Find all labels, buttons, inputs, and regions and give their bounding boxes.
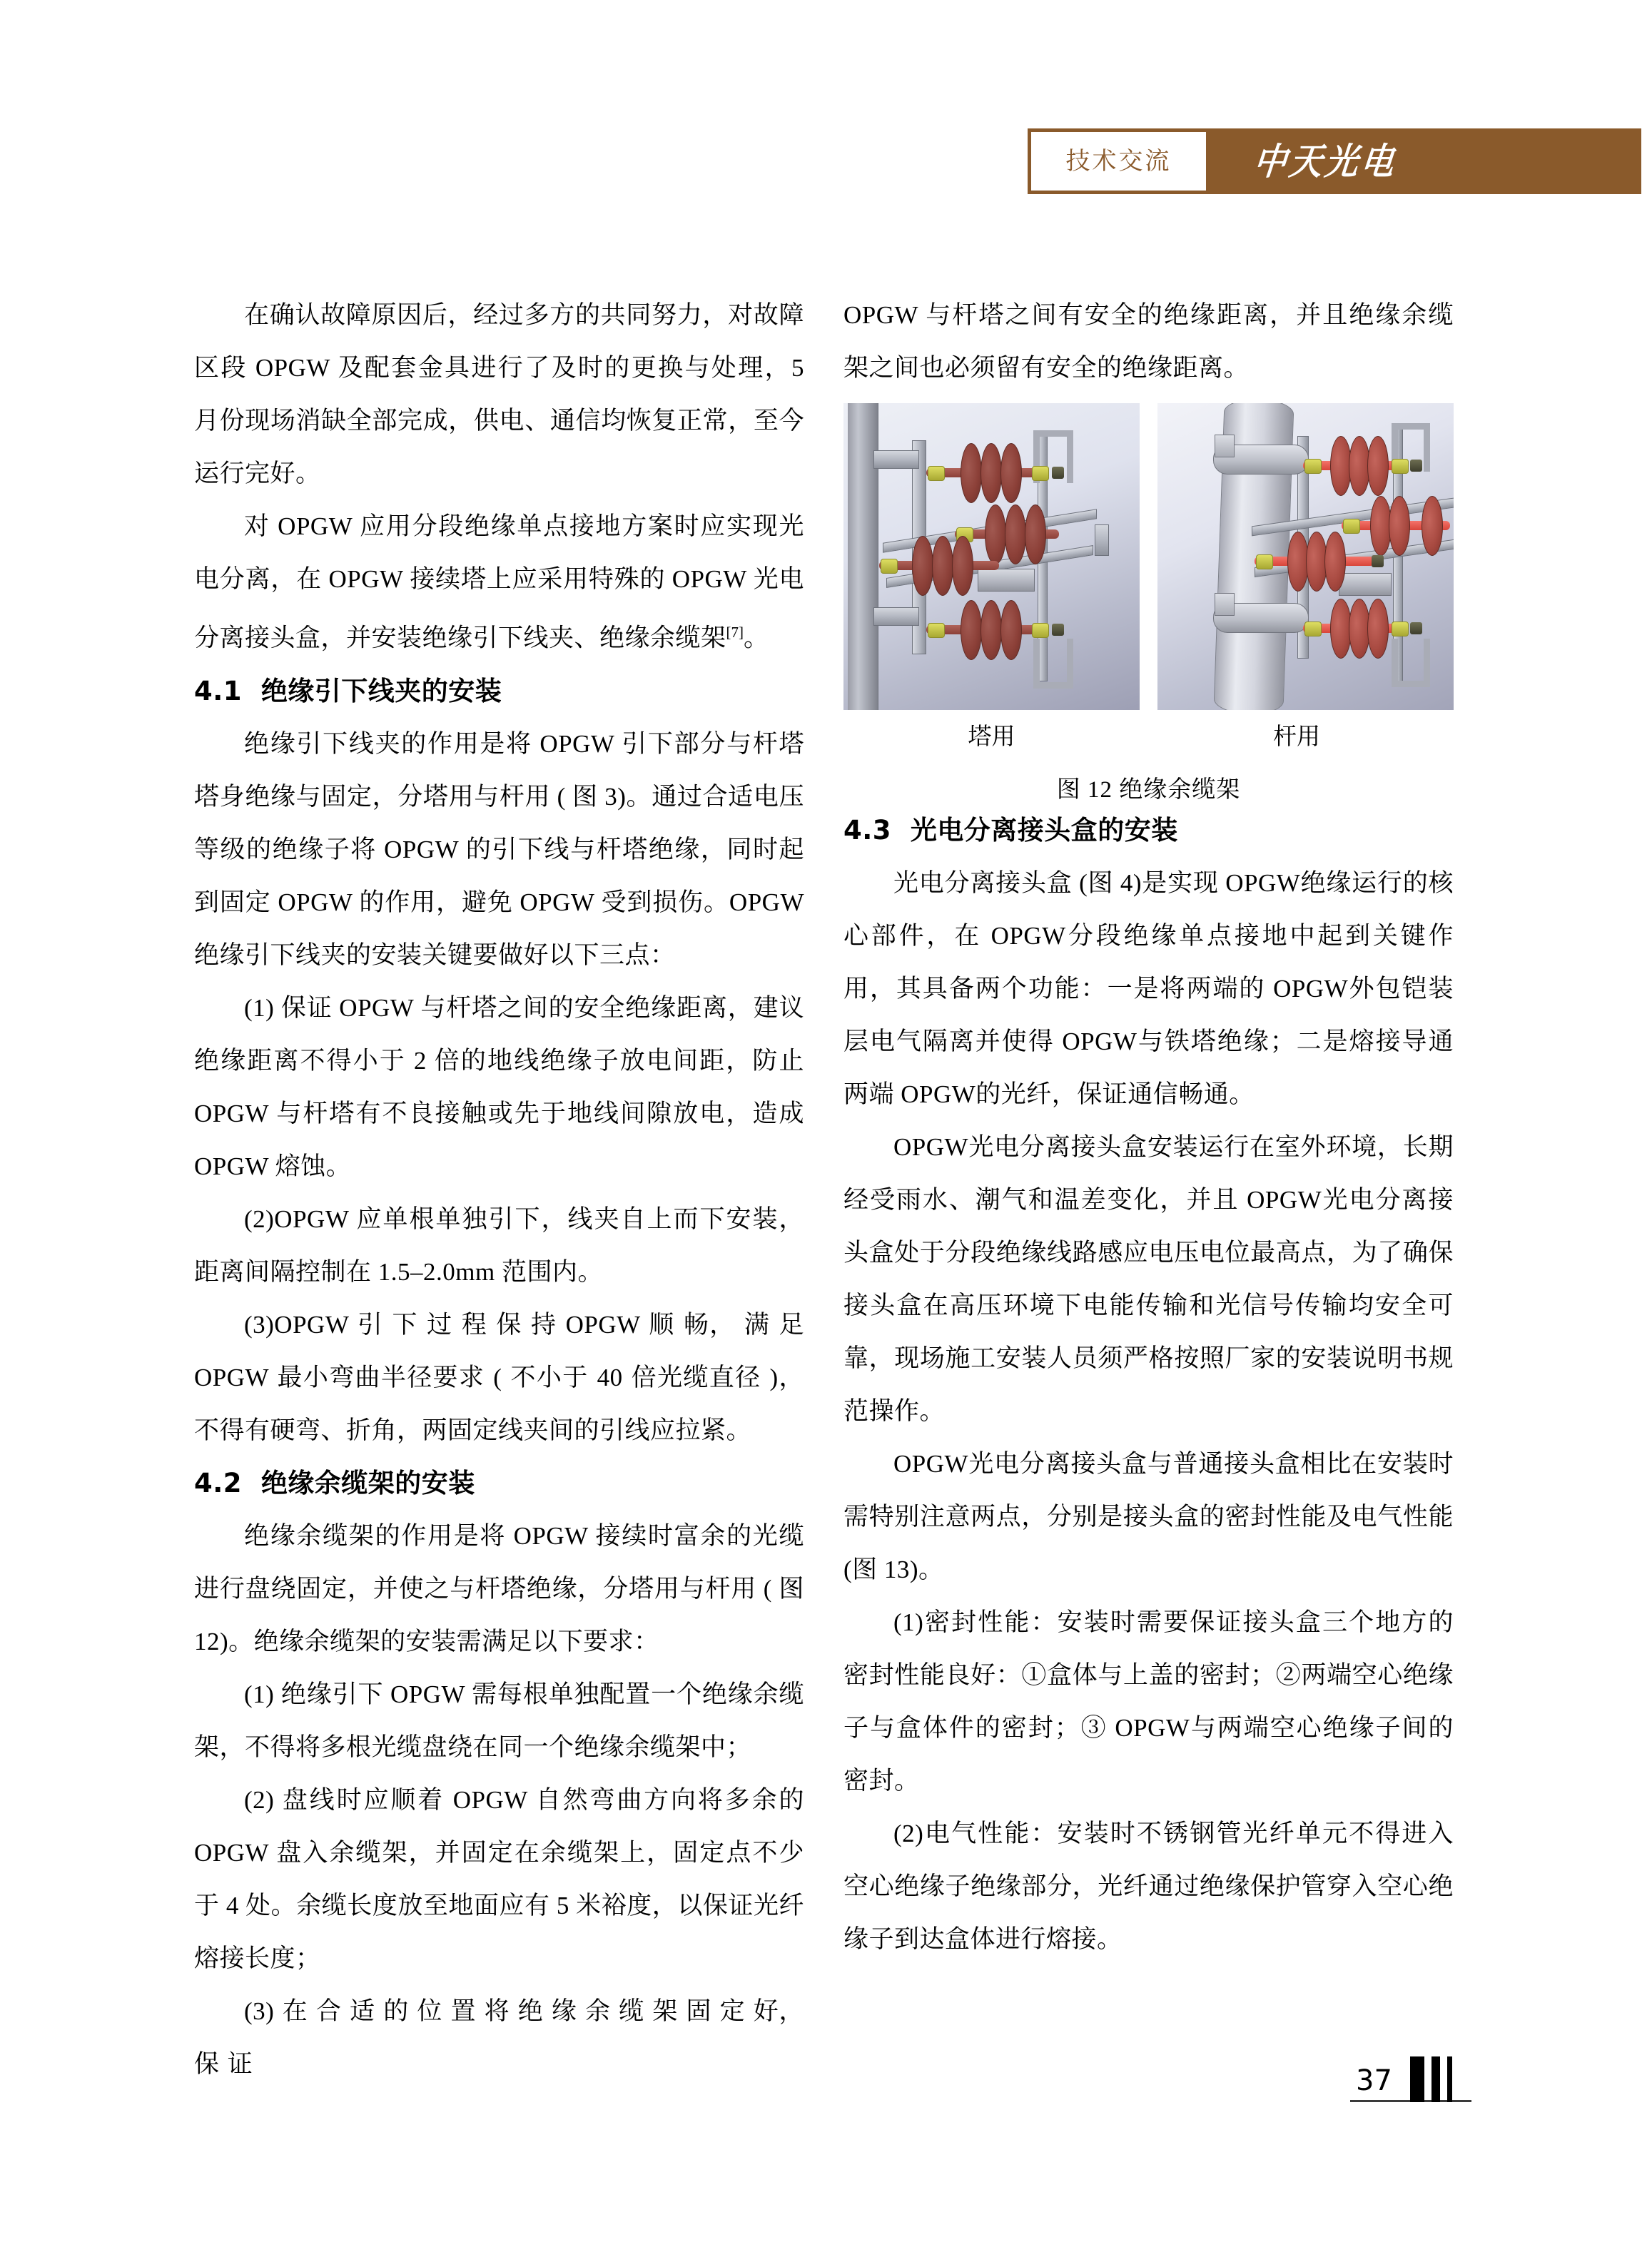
header-brand-bar [1210, 128, 1641, 194]
rack-box-shape [1339, 573, 1392, 596]
page-footer [1350, 2045, 1471, 2102]
insulator-ferrule [1032, 623, 1049, 638]
pole-clamp-lug [1215, 593, 1235, 616]
insulator-nut [1410, 460, 1422, 472]
insulator-string-mid-upper [1342, 514, 1450, 536]
figure-12 [843, 403, 1454, 804]
footer-bar-thin [1447, 2056, 1452, 2102]
paragraph-4-1-intro: 绝缘引下线夹的作用是将 OPGW 引下部分与杆塔塔身绝缘与固定，分塔用与杆用 ( 图 3)。通过合适电压等级的绝缘子将 OPGW 的引下线与杆塔绝缘，同时起到固定 OPGW 的作用，避免 OPGW 受到损伤。OPGW 绝缘引下线夹的安装关键要做好以下三点： [194, 729, 805, 969]
insulator-ferrule [1392, 459, 1409, 474]
u-bracket-bottom-shape [1033, 639, 1073, 689]
insulator-disc [1000, 600, 1022, 660]
right-column [843, 289, 1454, 1966]
insulator-ferrule [1343, 519, 1360, 534]
insulator-nut [1052, 624, 1064, 636]
insulator-ferrule [928, 623, 945, 638]
list-item-4-2-3: (3) 在 合 适 的 位 置 将 绝 缘 余 缆 架 固 定 好， 保 证 [194, 1997, 804, 2078]
heading-4-3-number: 4.3 [843, 815, 892, 846]
figure-12-caption: 图 12 绝缘余缆架 [1056, 777, 1241, 803]
top-arm-shape [873, 450, 919, 469]
insulator-ferrule [1032, 466, 1049, 481]
paragraph-4-3-2: OPGW光电分离接头盒安装运行在室外环境，长期经受雨水、潮气和温差变化，并且 OPGW光电分离接头盒处于分段绝缘线路感应电压电位最高点，为了确保接头盒在高压环境下电能传输和光信号传输均安全可靠，现场施工安装人员须严格按照厂家的安装说明书规范操作。 [843, 1133, 1454, 1425]
bottom-arm-shape [873, 607, 919, 626]
insulator-disc [961, 600, 982, 660]
insulator-string-mid-lower [1255, 550, 1374, 572]
list-item-4-2-1: (1) 绝缘引下 OPGW 需每根单独配置一个绝缘余缆架，不得将多根光缆盘绕在同一个绝缘余缆架中； [194, 1680, 804, 1761]
insulator-disc [1000, 443, 1022, 503]
insulator-string-bottom [926, 619, 1049, 640]
figure-12-sub-captions [843, 726, 1454, 749]
tower-post-shape [848, 403, 878, 710]
figure-12-image-tower [843, 403, 1140, 710]
paragraph-4-3-1: 光电分离接头盒 (图 4)是实现 OPGW绝缘运行的核心部件，在 OPGW分段绝缘单点接地中起到关键作用，其具备两个功能：一是将两端的 OPGW外包铠装层电气隔离并使得 OPGW与铁塔绝缘；二是熔接导通两端 OPGW的光纤，保证通信畅通。 [843, 869, 1454, 1108]
left-column [194, 289, 804, 2091]
heading-4-1-number: 4.1 [194, 675, 243, 706]
list-item-4-1-1: (1) 保证 OPGW 与杆塔之间的安全绝缘距离，建议绝缘距离不得小于 2 倍的地线绝缘子放电间距，防止 OPGW 与杆塔有不良接触或先于地线间隙放电，造成 OPGW 熔蚀。 [194, 993, 804, 1180]
insulator-disc [912, 536, 933, 596]
page-number: 37 [1356, 2064, 1392, 2097]
heading-4-2-number: 4.2 [194, 1467, 243, 1498]
insulator-disc [980, 600, 1002, 660]
header-section-tag-label: 技术交流 [1065, 147, 1172, 176]
heading-4-1-title: 绝缘引下线夹的安装 [260, 675, 502, 706]
insulator-string-mid-upper [955, 523, 1059, 544]
insulator-disc [1005, 504, 1026, 564]
figure-12-caption-tower: 塔用 [968, 724, 1015, 750]
reference-marker-7: [7] [726, 624, 744, 641]
insulator-ferrule [928, 466, 945, 481]
insulator-string-top [1303, 455, 1409, 476]
u-bracket-bottom-shape [1392, 639, 1430, 687]
insulator-disc [980, 443, 1002, 503]
insulator-nut [1372, 555, 1384, 567]
insulator-string-bottom [1303, 617, 1409, 639]
insulator-disc [932, 536, 953, 596]
insulator-ferrule [1304, 459, 1322, 474]
insulator-ferrule [1392, 622, 1409, 636]
paragraph-intro-2-text: 对 OPGW 应用分段绝缘单点接地方案时应实现光电分离，在 OPGW 接续塔上应采用特殊的 OPGW 光电分离接头盒，并安装绝缘引下线夹、绝缘余缆架 [194, 512, 804, 652]
insulator-string-top [926, 462, 1049, 483]
insulator-disc [1389, 496, 1410, 556]
insulator-disc [1025, 504, 1046, 564]
heading-section-4-2 [194, 1457, 804, 1510]
insulator-string-mid-lower [879, 554, 999, 576]
list-item-4-2-2: (2) 盘线时应顺着 OPGW 自然弯曲方向将多余的 OPGW 盘入余缆架，并固定在余缆架上，固定点不少于 4 处。余缆长度放至地面应有 5 米裕度，以保证光纤熔接长度； [194, 1785, 804, 1972]
figure-12-caption-pole: 杆用 [1273, 724, 1320, 750]
list-item-4-1-2: (2)OPGW 应单根单独引下，线夹自上而下安装，距离间隔控制在 1.5–2.0mm 范围内。 [194, 1204, 804, 1286]
figure-12-images [843, 403, 1454, 710]
pole-clamp-lug [1215, 435, 1235, 457]
paragraph-intro-2 [194, 500, 804, 665]
insulator-disc [1367, 599, 1389, 659]
header-brand-label: 中天光电 [1251, 139, 1399, 183]
paragraph-continuation: OPGW 与杆塔之间有安全的绝缘距离，并且绝缘余缆架之间也必须留有安全的绝缘距离。 [843, 301, 1454, 382]
heading-section-4-3 [843, 804, 1454, 857]
paragraph-intro-2-tail: 。 [744, 624, 769, 652]
paragraph-4-3-3: OPGW光电分离接头盒与普通接头盒相比在安装时需特别注意两点，分别是接头盒的密封性能及电气性能 (图 13)。 [843, 1450, 1454, 1583]
insulator-disc [1324, 532, 1346, 592]
list-item-4-3-2: (2)电气性能：安装时不锈钢管光纤单元不得进入空心绝缘子绝缘部分，光纤通过绝缘保护管穿入空心绝缘子到达盒体进行熔接。 [843, 1820, 1454, 1953]
insulator-ferrule [1304, 622, 1322, 636]
list-item-4-3-1: (1)密封性能：安装时需要保证接头盒三个地方的密封性能良好：①盒体与上盖的密封；②两端空心绝缘子与盒体件的密封；③ OPGW与两端空心绝缘子间的密封。 [843, 1608, 1454, 1795]
header-section-tag [1028, 128, 1210, 194]
insulator-nut [1052, 467, 1064, 479]
insulator-disc [1367, 436, 1389, 496]
insulator-ferrule [1256, 554, 1273, 569]
heading-4-3-title: 光电分离接头盒的安装 [910, 815, 1178, 846]
paragraph-4-2-intro: 绝缘余缆架的作用是将 OPGW 接续时富余的光缆进行盘绕固定，并使之与杆塔绝缘，分塔用与杆用 ( 图 12)。绝缘余缆架的安装需满足以下要求： [194, 1521, 804, 1655]
insulator-nut [1410, 622, 1422, 634]
insulator-disc [1422, 496, 1443, 556]
insulator-disc [961, 443, 982, 503]
rack-end-tab-shape [1095, 524, 1109, 556]
heading-4-2-title: 绝缘余缆架的安装 [260, 1467, 475, 1498]
footer-bar-medium [1431, 2056, 1440, 2102]
list-item-4-1-3: (3)OPGW 引 下 过 程 保 持 OPGW 顺 畅， 满 足 OPGW 最小弯曲半径要求 ( 不小于 40 倍光缆直径 )，不得有硬弯、折角，两固定线夹间的引线应拉紧。 [194, 1310, 804, 1444]
insulator-disc [952, 536, 973, 596]
paragraph-intro-1: 在确认故障原因后，经过多方的共同努力，对故障区段 OPGW 及配套金具进行了及时的更换与处理，5 月份现场消缺全部完成，供电、通信均恢复正常，至今运行完好。 [194, 301, 804, 487]
footer-bar-thick [1410, 2056, 1424, 2102]
figure-12-image-pole [1157, 403, 1454, 710]
heading-section-4-1 [194, 665, 804, 718]
insulator-ferrule [881, 559, 898, 574]
page-header [1028, 128, 1641, 194]
